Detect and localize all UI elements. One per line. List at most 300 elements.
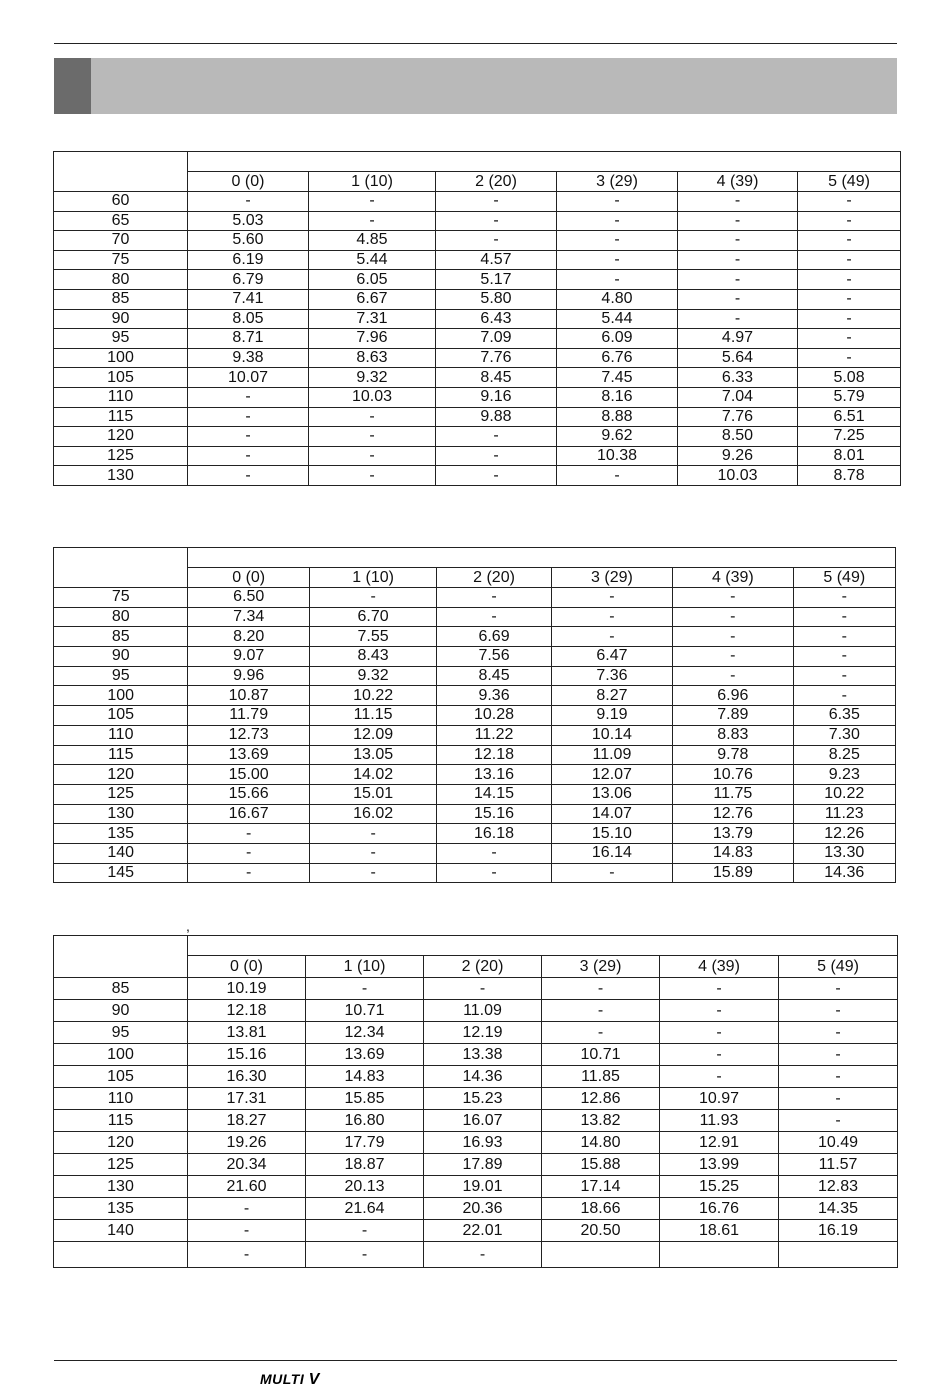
value-cell: 16.14 [551,843,672,863]
table-row [54,309,901,329]
value-cell: 13.05 [309,745,436,765]
value-cell: 7.04 [678,387,798,407]
table-row [54,289,901,309]
value-cell: - [793,666,895,686]
row-header-cell: 140 [54,843,188,863]
value-cell: 15.00 [188,765,309,785]
value-cell: 6.33 [678,368,798,388]
table-row [54,725,896,745]
value-cell: - [188,387,309,407]
section-banner [54,58,897,114]
row-header-cell: 130 [54,466,188,486]
value-cell: 7.56 [437,647,551,667]
value-cell: 7.30 [793,725,895,745]
value-cell: 14.35 [779,1198,898,1220]
row-header-cell: 110 [54,387,188,407]
value-cell: 16.18 [437,824,551,844]
table-3-prefix: , [186,918,190,934]
value-cell: - [424,1242,542,1268]
value-cell: - [779,1110,898,1132]
value-cell: - [660,1044,779,1066]
column-header: 0 (0) [188,172,309,192]
value-cell: 10.07 [188,368,309,388]
row-header-cell: 115 [54,407,188,427]
value-cell: 9.88 [436,407,557,427]
value-cell: 12.19 [424,1022,542,1044]
value-cell: 13.30 [793,843,895,863]
value-cell: 12.07 [551,765,672,785]
row-header-cell: 125 [54,1154,188,1176]
table-row [54,1022,898,1044]
table-row [54,1066,898,1088]
row-header-cell: 100 [54,1044,188,1066]
pressure-table-2 [53,547,896,883]
value-cell: 11.22 [437,725,551,745]
value-cell: 6.96 [673,686,793,706]
value-cell: - [793,647,895,667]
value-cell: 8.88 [557,407,678,427]
value-cell: - [188,407,309,427]
value-cell: - [793,607,895,627]
table-row [54,1088,898,1110]
value-cell: - [306,1220,424,1242]
column-header: 1 (10) [309,172,436,192]
row-header-cell: 65 [54,211,188,231]
header-corner-cell [54,548,188,588]
value-cell: - [678,250,798,270]
value-cell: - [424,978,542,1000]
value-cell: 5.60 [188,231,309,251]
value-cell: 9.38 [188,348,309,368]
table-row [54,804,896,824]
value-cell: 5.64 [678,348,798,368]
value-cell: 9.96 [188,666,309,686]
value-cell: 15.89 [673,863,793,883]
column-header: 3 (29) [551,568,672,588]
value-cell: - [798,250,901,270]
value-cell: 13.99 [660,1154,779,1176]
value-cell: 20.34 [188,1154,306,1176]
row-header-cell: 130 [54,804,188,824]
value-cell: 12.18 [188,1000,306,1022]
value-cell: 9.78 [673,745,793,765]
row-header-cell: 100 [54,348,188,368]
value-cell: - [188,1242,306,1268]
value-cell: 7.34 [188,607,309,627]
table-row [54,192,901,212]
value-cell: 4.80 [557,289,678,309]
value-cell: - [779,1088,898,1110]
value-cell: 16.19 [779,1220,898,1242]
value-cell: 13.69 [188,745,309,765]
row-header-cell: 120 [54,765,188,785]
table-row [54,647,896,667]
row-header-cell: 85 [54,289,188,309]
value-cell: - [551,863,672,883]
value-cell: 12.34 [306,1022,424,1044]
value-cell: 6.19 [188,250,309,270]
value-cell: - [188,863,309,883]
value-cell: - [798,309,901,329]
value-cell: 9.32 [309,666,436,686]
table-row [54,211,901,231]
value-cell: - [673,607,793,627]
value-cell: 5.17 [436,270,557,290]
value-cell: 8.16 [557,387,678,407]
table-row [54,627,896,647]
value-cell: - [678,270,798,290]
value-cell: 12.26 [793,824,895,844]
row-header-cell: 60 [54,192,188,212]
value-cell: - [779,1022,898,1044]
row-header-cell [54,1242,188,1268]
table-row [54,348,901,368]
value-cell: - [309,446,436,466]
value-cell: - [557,211,678,231]
column-header: 5 (49) [793,568,895,588]
row-header-cell: 95 [54,1022,188,1044]
row-header-cell: 70 [54,231,188,251]
value-cell: 5.44 [557,309,678,329]
value-cell: - [779,1000,898,1022]
column-header: 2 (20) [437,568,551,588]
value-cell: 10.22 [309,686,436,706]
value-cell: 10.76 [673,765,793,785]
value-cell: 13.82 [542,1110,660,1132]
row-header-cell: 140 [54,1220,188,1242]
logo-text: MULTI [260,1371,305,1387]
value-cell: - [798,231,901,251]
value-cell: 9.32 [309,368,436,388]
value-cell: - [678,309,798,329]
column-header: 4 (39) [673,568,793,588]
column-header: 1 (10) [306,956,424,978]
value-cell: 7.31 [309,309,436,329]
value-cell: - [798,329,901,349]
value-cell: 18.66 [542,1198,660,1220]
value-cell: - [309,863,436,883]
table-row [54,1220,898,1242]
value-cell: - [793,627,895,647]
value-cell: - [779,1044,898,1066]
row-header-cell: 110 [54,725,188,745]
value-cell: 15.66 [188,784,309,804]
value-cell: 5.44 [309,250,436,270]
value-cell: 7.41 [188,289,309,309]
value-cell: 20.36 [424,1198,542,1220]
multi-v-logo [260,1371,320,1389]
value-cell: 9.36 [437,686,551,706]
value-cell: 19.01 [424,1176,542,1198]
row-header-cell: 95 [54,666,188,686]
value-cell: - [798,192,901,212]
column-header: 5 (49) [779,956,898,978]
value-cell: - [437,863,551,883]
column-header: 2 (20) [436,172,557,192]
header-band-cell [188,936,898,956]
value-cell: 16.80 [306,1110,424,1132]
value-cell: 15.85 [306,1088,424,1110]
table-row [54,824,896,844]
value-cell: 10.87 [188,686,309,706]
value-cell: - [678,231,798,251]
value-cell: 8.50 [678,427,798,447]
value-cell: - [437,588,551,608]
value-cell: 7.89 [673,706,793,726]
value-cell: 8.05 [188,309,309,329]
value-cell: 10.19 [188,978,306,1000]
value-cell: 8.43 [309,647,436,667]
value-cell: 10.49 [779,1132,898,1154]
value-cell [542,1242,660,1268]
value-cell: 16.76 [660,1198,779,1220]
value-cell: - [542,1000,660,1022]
value-cell: - [306,1242,424,1268]
table-row [54,784,896,804]
value-cell: 21.64 [306,1198,424,1220]
value-cell: - [793,588,895,608]
value-cell: - [188,843,309,863]
row-header-cell: 85 [54,627,188,647]
value-cell: 8.01 [798,446,901,466]
value-cell: - [660,978,779,1000]
value-cell: - [309,407,436,427]
value-cell: 9.62 [557,427,678,447]
table-row [54,231,901,251]
value-cell: - [188,824,309,844]
value-cell: 15.10 [551,824,672,844]
row-header-cell: 80 [54,270,188,290]
row-header-cell: 130 [54,1176,188,1198]
value-cell: 15.16 [188,1044,306,1066]
table-row [54,446,901,466]
value-cell: 13.81 [188,1022,306,1044]
value-cell: 14.15 [437,784,551,804]
value-cell [660,1242,779,1268]
value-cell: 10.38 [557,446,678,466]
value-cell: - [660,1022,779,1044]
value-cell: 6.69 [437,627,551,647]
value-cell: 7.55 [309,627,436,647]
value-cell: - [673,647,793,667]
row-header-cell: 75 [54,588,188,608]
table-row [54,706,896,726]
value-cell: - [309,192,436,212]
row-header-cell: 90 [54,647,188,667]
row-header-cell: 105 [54,368,188,388]
value-cell: 11.57 [779,1154,898,1176]
table-row [54,686,896,706]
column-header: 3 (29) [557,172,678,192]
value-cell: 12.83 [779,1176,898,1198]
column-header: 0 (0) [188,956,306,978]
value-cell: - [437,607,551,627]
value-cell: 8.78 [798,466,901,486]
value-cell: 5.80 [436,289,557,309]
value-cell: 16.02 [309,804,436,824]
row-header-cell: 125 [54,446,188,466]
value-cell: - [678,192,798,212]
value-cell: - [436,211,557,231]
value-cell: 6.51 [798,407,901,427]
row-header-cell: 105 [54,1066,188,1088]
value-cell: 18.87 [306,1154,424,1176]
value-cell: - [309,588,436,608]
row-header-cell: 115 [54,745,188,765]
value-cell: - [798,289,901,309]
table-row [54,1242,898,1268]
value-cell: 5.79 [798,387,901,407]
value-cell: - [309,466,436,486]
value-cell: - [673,666,793,686]
value-cell: - [542,1022,660,1044]
table-row [54,1044,898,1066]
value-cell: 14.83 [673,843,793,863]
value-cell: - [557,270,678,290]
value-cell: 11.79 [188,706,309,726]
value-cell: 11.09 [424,1000,542,1022]
column-header: 3 (29) [542,956,660,978]
value-cell: 9.16 [436,387,557,407]
value-cell: - [188,1220,306,1242]
column-header: 1 (10) [309,568,436,588]
table-row [54,1132,898,1154]
value-cell: 6.09 [557,329,678,349]
value-cell: 7.45 [557,368,678,388]
value-cell: - [436,231,557,251]
value-cell: 14.02 [309,765,436,785]
table-row [54,387,901,407]
value-cell: 15.25 [660,1176,779,1198]
value-cell: 17.31 [188,1088,306,1110]
value-cell: - [779,1066,898,1088]
value-cell: 11.93 [660,1110,779,1132]
value-cell: 20.13 [306,1176,424,1198]
column-header: 4 (39) [678,172,798,192]
value-cell: 13.38 [424,1044,542,1066]
value-cell: 6.47 [551,647,672,667]
value-cell: 7.09 [436,329,557,349]
row-header-cell: 75 [54,250,188,270]
row-header-cell: 85 [54,978,188,1000]
value-cell: - [309,427,436,447]
value-cell: 5.08 [798,368,901,388]
value-cell: - [551,588,672,608]
value-cell: - [798,211,901,231]
value-cell: - [436,427,557,447]
value-cell: 16.30 [188,1066,306,1088]
value-cell: - [793,686,895,706]
value-cell: 4.57 [436,250,557,270]
value-cell: 21.60 [188,1176,306,1198]
row-header-cell: 90 [54,1000,188,1022]
value-cell: - [557,250,678,270]
value-cell: - [309,211,436,231]
value-cell: - [306,978,424,1000]
row-header-cell: 145 [54,863,188,883]
value-cell: 18.61 [660,1220,779,1242]
value-cell: 8.45 [437,666,551,686]
header-band-cell [188,548,896,568]
header-corner-cell [54,936,188,978]
value-cell: 11.75 [673,784,793,804]
logo-mark: V [308,1371,320,1388]
value-cell: - [678,289,798,309]
value-cell: 8.83 [673,725,793,745]
value-cell: - [551,607,672,627]
column-header: 5 (49) [798,172,901,192]
value-cell: 13.16 [437,765,551,785]
column-header: 0 (0) [188,568,309,588]
value-cell: 9.07 [188,647,309,667]
table-row [54,607,896,627]
value-cell: 8.20 [188,627,309,647]
table-row [54,1110,898,1132]
row-header-cell: 125 [54,784,188,804]
value-cell: - [436,192,557,212]
row-header-cell: 95 [54,329,188,349]
value-cell: 7.25 [798,427,901,447]
table-row [54,368,901,388]
value-cell: - [188,427,309,447]
value-cell: 15.16 [437,804,551,824]
value-cell: 11.23 [793,804,895,824]
value-cell: - [436,446,557,466]
row-header-cell: 120 [54,427,188,447]
value-cell: 10.22 [793,784,895,804]
row-header-cell: 100 [54,686,188,706]
value-cell: 10.03 [678,466,798,486]
value-cell: 13.79 [673,824,793,844]
table-row [54,1176,898,1198]
value-cell: - [557,192,678,212]
value-cell: - [673,627,793,647]
value-cell: 10.97 [660,1088,779,1110]
value-cell: 18.27 [188,1110,306,1132]
value-cell: 6.05 [309,270,436,290]
value-cell: 9.19 [551,706,672,726]
value-cell: 6.70 [309,607,436,627]
pressure-table-1 [53,151,901,486]
table-row [54,765,896,785]
value-cell: - [779,978,898,1000]
value-cell: 16.07 [424,1110,542,1132]
value-cell: 12.91 [660,1132,779,1154]
row-header-cell: 135 [54,1198,188,1220]
value-cell: 6.50 [188,588,309,608]
table-row [54,329,901,349]
value-cell: 8.27 [551,686,672,706]
table-row [54,427,901,447]
value-cell: 17.14 [542,1176,660,1198]
value-cell: 12.09 [309,725,436,745]
top-rule [54,43,897,44]
value-cell: 17.79 [306,1132,424,1154]
value-cell: - [660,1000,779,1022]
table-row [54,407,901,427]
row-header-cell: 90 [54,309,188,329]
value-cell: 8.71 [188,329,309,349]
value-cell: 6.76 [557,348,678,368]
table-row [54,270,901,290]
value-cell: 15.23 [424,1088,542,1110]
row-header-cell: 115 [54,1110,188,1132]
value-cell: 14.83 [306,1066,424,1088]
table-row [54,978,898,1000]
value-cell: 10.71 [542,1044,660,1066]
value-cell: 14.36 [424,1066,542,1088]
value-cell: - [542,978,660,1000]
